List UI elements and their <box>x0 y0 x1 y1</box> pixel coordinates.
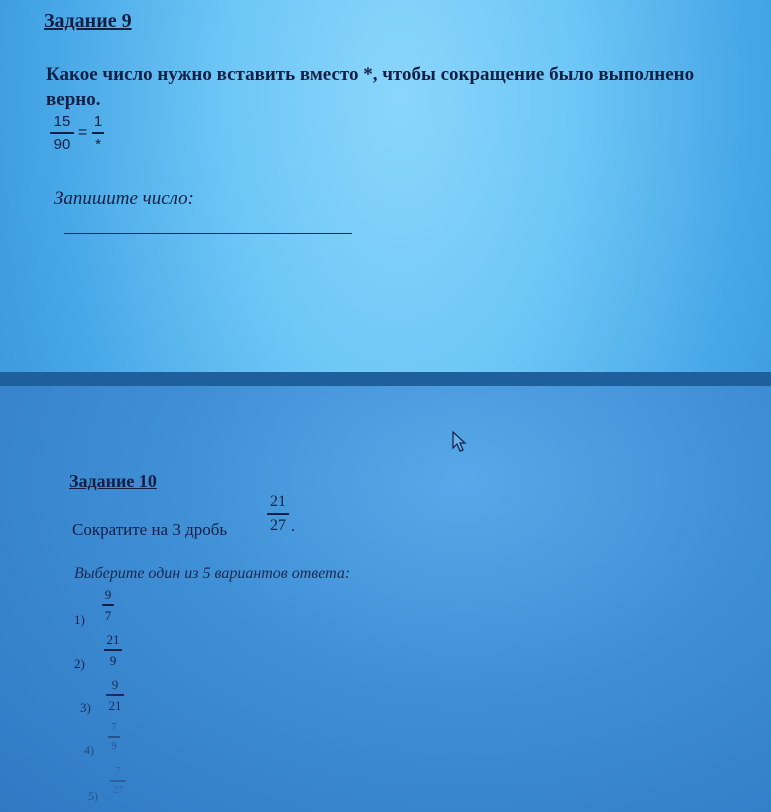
fraction-bar <box>104 649 122 651</box>
task10-fraction-suffix: . <box>291 518 295 535</box>
mouse-pointer-icon <box>452 431 468 453</box>
option-2-num: 21 <box>106 632 120 647</box>
task9-fraction-right-num: 1 <box>93 113 103 130</box>
option-3-den: 21 <box>108 697 122 713</box>
fraction-bar <box>102 604 114 606</box>
option-5-fraction[interactable] <box>110 766 126 796</box>
option-2-label[interactable]: 2) <box>74 656 85 671</box>
option-2-fraction[interactable] <box>104 633 122 667</box>
task9-fraction-left-den: 90 <box>53 135 71 153</box>
task10-fraction-num: 21 <box>270 493 286 510</box>
option-1-fraction[interactable] <box>102 588 114 622</box>
task9-fraction-left-num: 15 <box>53 113 71 130</box>
option-4-num: 7 <box>111 721 117 733</box>
option-1-den: 7 <box>104 607 112 623</box>
option-5-label[interactable]: 5) <box>88 789 98 803</box>
fraction-bar <box>106 694 124 696</box>
task10-prompt: Выберите один из 5 вариантов ответа: <box>74 565 351 582</box>
section-divider <box>0 372 771 386</box>
option-4-fraction[interactable] <box>108 722 120 752</box>
task10-question: Сократите на 3 дробь <box>72 520 228 539</box>
fraction-bar <box>108 736 120 738</box>
option-5-den: 27 <box>112 783 124 796</box>
task9-fraction-right <box>92 114 104 152</box>
task9-question-line2: верно. <box>46 89 101 110</box>
task9-fraction-left <box>50 114 74 152</box>
option-4-den: 9 <box>111 739 117 752</box>
task10-fraction-den: 27 <box>270 516 286 534</box>
option-4-label[interactable]: 4) <box>84 743 94 757</box>
option-1-num: 9 <box>104 587 112 602</box>
task9-answer-input[interactable] <box>64 212 352 232</box>
option-3-label[interactable]: 3) <box>80 700 91 715</box>
option-3-num: 9 <box>111 677 119 692</box>
option-2-den: 9 <box>109 652 117 668</box>
task9-answer-underline <box>64 233 352 234</box>
fraction-bar <box>92 132 104 134</box>
task9-fraction-right-den: * <box>95 135 101 153</box>
task9-equals-sign: = <box>78 124 88 141</box>
task10-title: Задание 10 <box>69 471 157 491</box>
fraction-bar <box>50 132 74 134</box>
fraction-bar <box>110 780 126 782</box>
task10-fraction <box>267 494 289 534</box>
option-5-num: 7 <box>115 765 121 777</box>
task9-prompt: Запишите число: <box>54 188 194 209</box>
task9-title: Задание 9 <box>44 10 132 32</box>
option-1-label[interactable]: 1) <box>74 612 85 627</box>
task9-question-line1: Какое число нужно вставить вместо *, чтобы сокращение было выполнено <box>46 64 695 85</box>
option-3-fraction[interactable] <box>106 678 124 712</box>
fraction-bar <box>267 513 289 515</box>
